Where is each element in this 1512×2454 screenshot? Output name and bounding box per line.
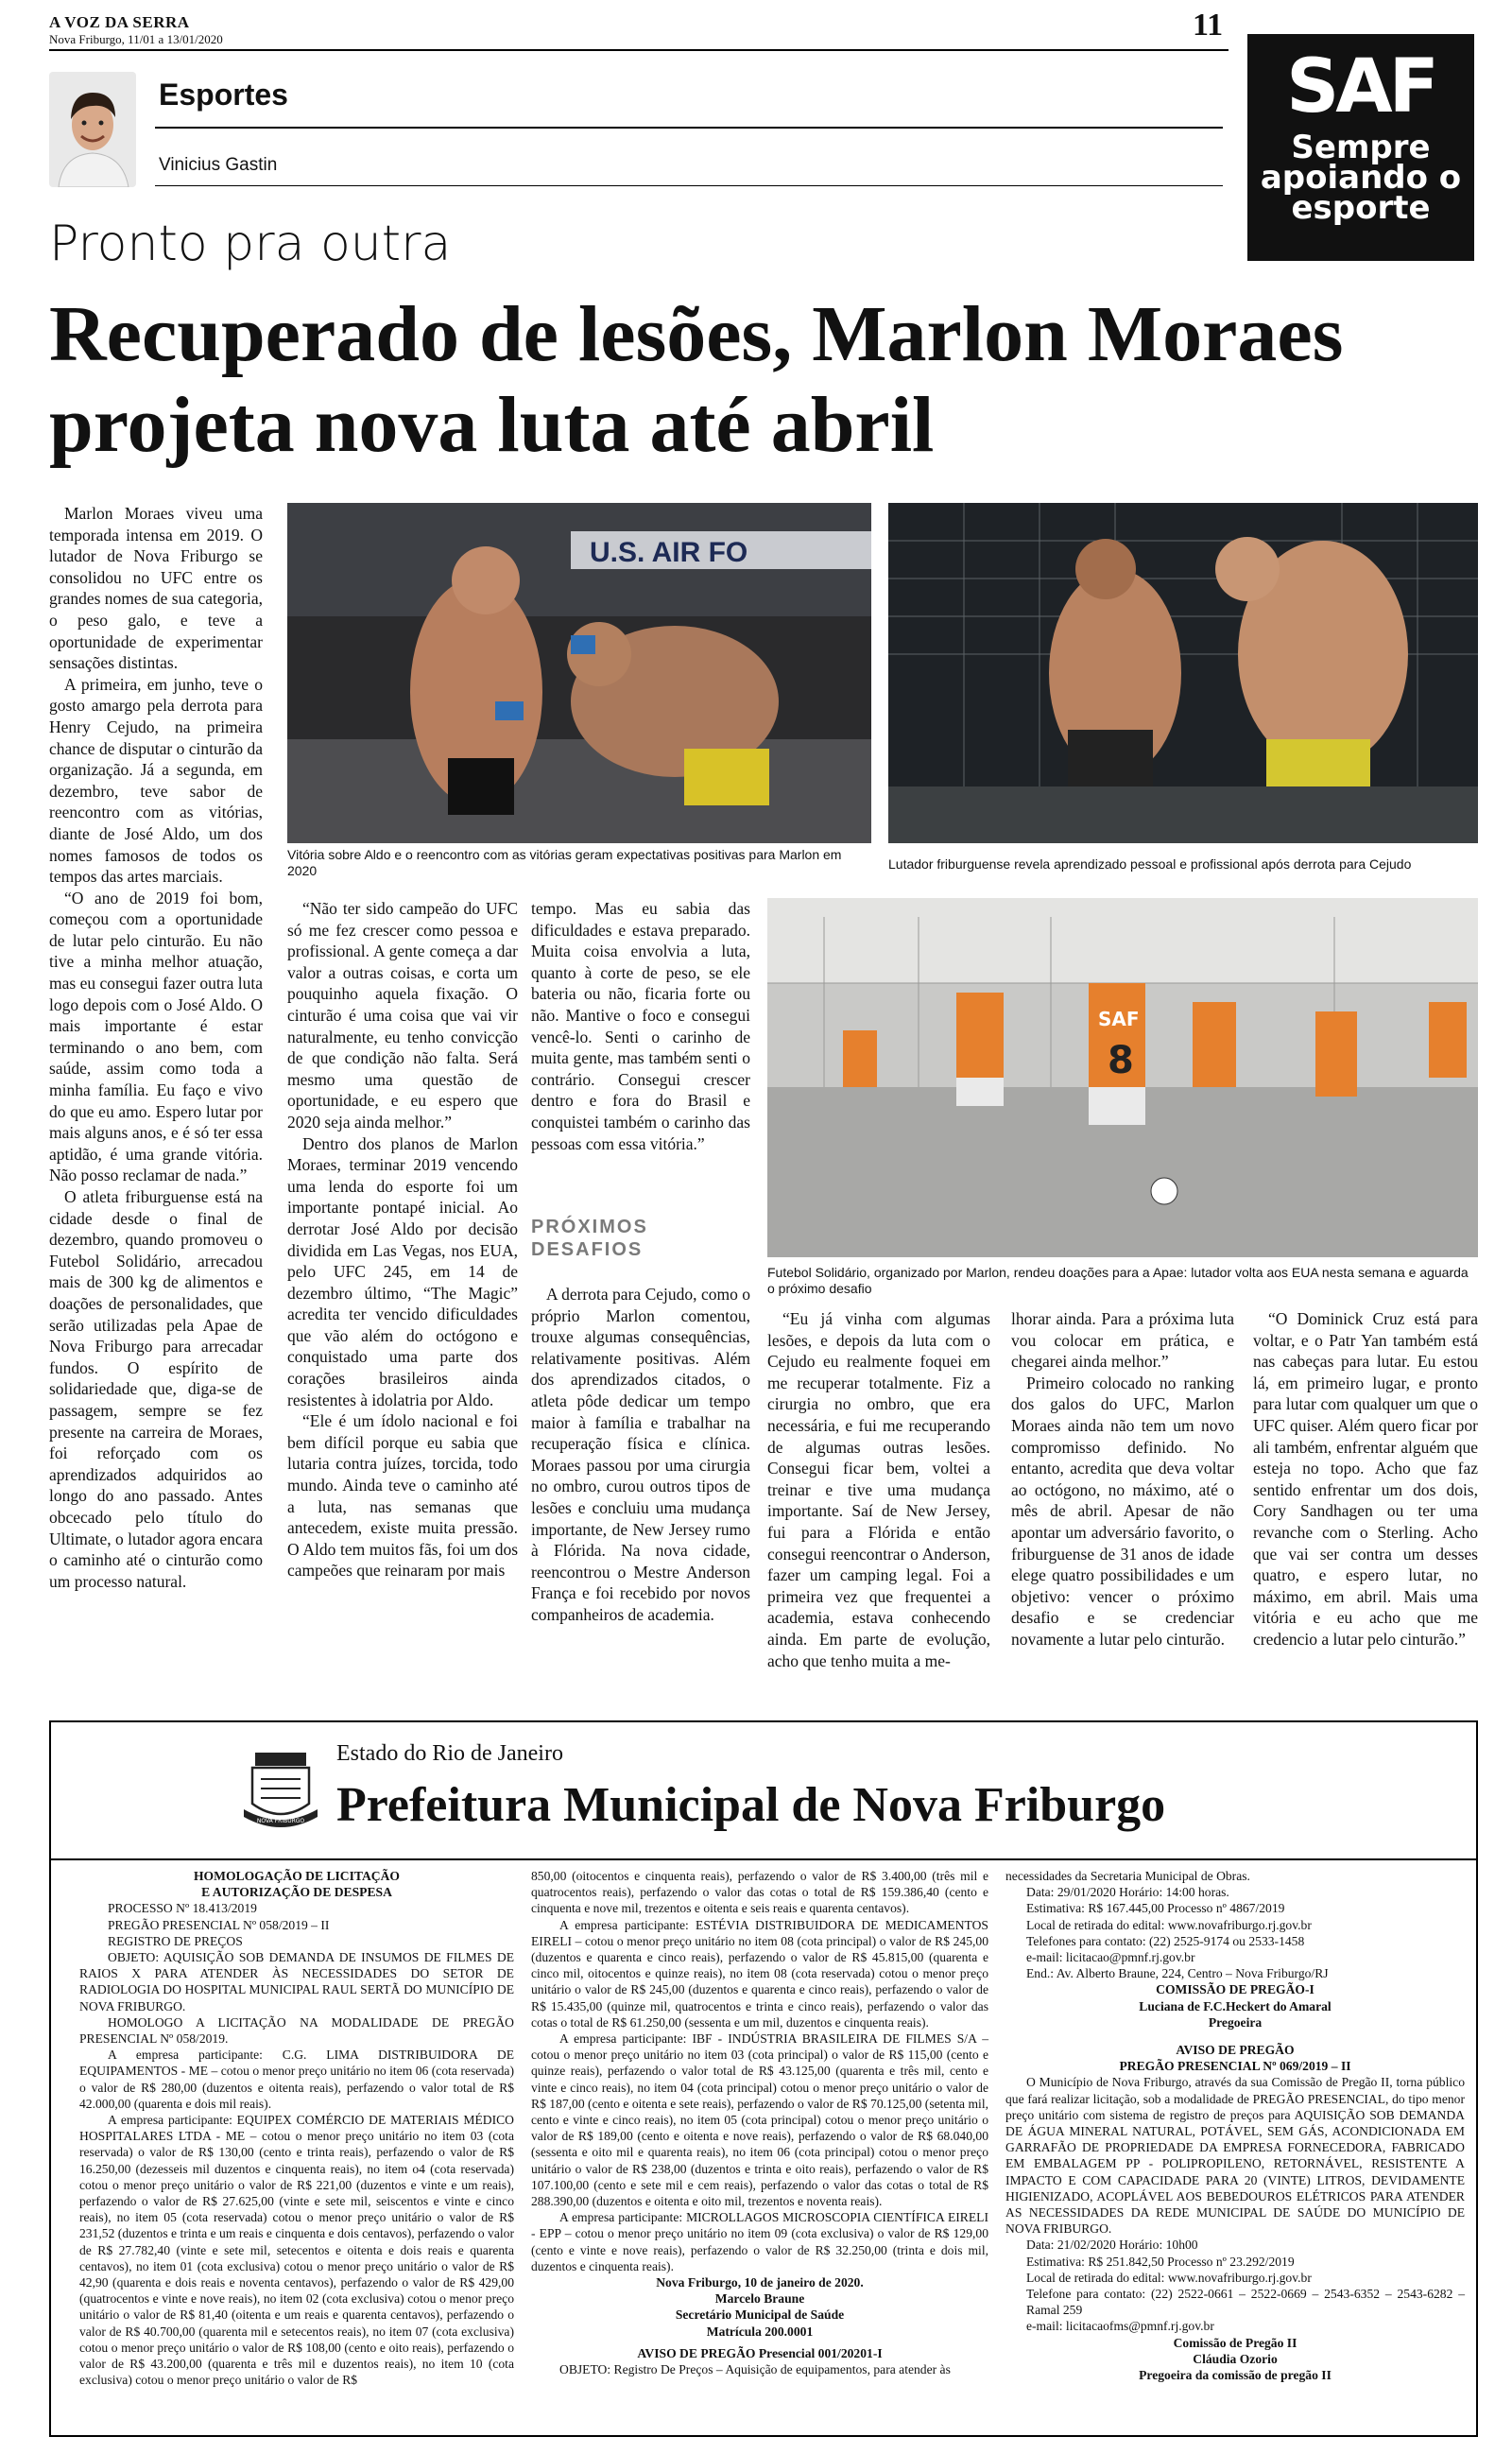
- paragraph: A primeira, em junho, teve o gosto amargo pela derrota para Henry Cejudo, na primeira chance de disputar o cinturão da organização. Já a segunda, em dezembro, teve sabor de reencontro com as vitórias, diante de José Aldo, um dos nomes famosos de todos os tempos das artes marciais.: [49, 674, 263, 887]
- ad-heading: HOMOLOGAÇÃO DE LICITAÇÃO: [193, 1869, 401, 1883]
- ad-column-2: [531, 1868, 988, 2377]
- article-headline: Recuperado de lesões, Marlon Moraes projeta nova luta até abril: [49, 290, 1344, 469]
- ad-heading: E AUTORIZAÇÃO DE DESPESA: [201, 1885, 392, 1900]
- saf-logotype: SAF: [1286, 44, 1435, 130]
- author-rule: [155, 185, 1223, 186]
- photo-charity-soccer: [767, 898, 1478, 1257]
- ad-paragraph: OBJETO: AQUISIÇÃO SOB DEMANDA DE INSUMOS DE FILMES DE RAIOS X PARA ATENDER ÀS NECESSIDADES DO SETOR DE RADIOLOGIA DO HOSPITAL MUNICIPAL RAUL SERTÃ DO MUNICÍPIO DE NOVA FRIBURGO.: [79, 1950, 514, 2013]
- ad-commission: Comissão de Pregão II: [1173, 2335, 1297, 2350]
- sponsor-line-3: esporte: [1291, 189, 1431, 227]
- photo-aldo-fight: [287, 503, 871, 843]
- ad-commission: COMISSÃO DE PREGÃO-I: [1156, 1982, 1314, 1997]
- ad-sign-name: Marcelo Braune: [714, 2291, 805, 2307]
- municipal-crest-icon: [238, 1747, 323, 1841]
- ad-column-3: [1005, 1868, 1465, 2383]
- paragraph: “O ano de 2019 foi bom, começou com a oportunidade de lutar pelo cinturão. Eu não tive a minha melhor atuação, mas eu consegui fazer outra luta logo depois com o José Aldo. O mais importante é estar terminando o ano bem, com saúde, assim como toda a minha família. Eu faço e vivo do que eu amo. Espero lutar por mais alguns anos, e é só ter essa aptidão, é uma grande vitória. Não posso reclamar de nada.”: [49, 888, 263, 1185]
- article-column-6: [1253, 1308, 1478, 1650]
- masthead-rule: [49, 49, 1228, 51]
- photo-banner-text: U.S. AIR FO: [590, 537, 748, 568]
- ad-rule: [49, 1858, 1478, 1860]
- ad-line: REGISTRO DE PREÇOS: [108, 1933, 243, 1948]
- photo-shirt-number: 8: [1108, 1039, 1134, 1082]
- article-column-5: [1011, 1308, 1234, 1650]
- paragraph: tempo. Mas eu sabia das dificuldades e estava preparado. Muita coisa envolvia a luta, quanto à corte de peso, se ele bateria ou não, ficaria forte ou não. Mantive o foco e consegui vencê-lo. Senti o carinho de muita gente, mas também senti o contrário. Consegui crescer dentro e fora do Brasil e conquistei também o carinho das pessoas com essa vitória.”: [531, 899, 750, 1153]
- author-avatar: [49, 72, 136, 187]
- paragraph: “Eu já vinha com algumas lesões, e depois da luta com o Cejudo eu realmente foquei em me recuperar totalmente. Fiz a cirurgia no ombro, que era necessária, e fui me recuperando de algumas outras lesões. Consegui ficar bem, voltei a treinar e tive uma mudança importante. Saí de New Jersey, fui para a Flórida e então consegui reencontrar o Anderson, fazer um camping legal. Foi a primeira vez que frequentei a academia, estava conhecendo ainda. Em parte de evolução, acho que tenho muita a me-: [767, 1309, 990, 1670]
- ad-line: e-mail: licitacao@pmnf.rj.gov.br: [1026, 1950, 1195, 1965]
- ad-aviso-title: AVISO DE PREGÃO: [1176, 2043, 1295, 2058]
- ad-aviso-heading: AVISO DE PREGÃO Presencial 001/20201-I: [637, 2345, 883, 2360]
- article-column-1: [49, 503, 263, 1592]
- ad-paragraph: A empresa participante: C.G. LIMA DISTRIBUIDORA DE EQUIPAMENTOS - ME – cotou o menor preço unitário no item 06 (cota reservada) o valor de R$ 280,00 (duzentos e oitenta reais), perfazendo o valor total de R$ 42.000,00 (quarenta e dois mil reais).: [79, 2048, 514, 2111]
- sponsor-logo-saf: [1247, 34, 1474, 261]
- paragraph: “Não ter sido campeão do UFC só me fez crescer como pessoa e profissional. A gente começa a dar valor a outras coisas, e corta um pouquinho aquela fixação. O cinturão é uma coisa que vai vir naturalmente, eu tenho convicção de que condição não falta. Será mesmo uma questão de oportunidade, e eu espero que 2020 seja ainda melhor.”: [287, 899, 518, 1132]
- ad-commission-name: Luciana de F.C.Heckert do Amaral: [1139, 1998, 1332, 2013]
- subhead-next-challenges: PRÓXIMOS DESAFIOS: [531, 1217, 648, 1260]
- ad-line: Telefones para contato: (22) 2525-9174 ou 2533-1458: [1026, 1933, 1305, 1948]
- photo-shirt-logo: SAF: [1098, 1008, 1140, 1030]
- page-number: 11: [1193, 8, 1224, 43]
- article-column-3: [531, 898, 750, 1154]
- ad-line: Telefone para contato: (22) 2522-0661 – 2522-0669 – 2543-6352 – 2543-6282 – Ramal 259: [1026, 2287, 1465, 2318]
- ad-paragraph: A empresa participante: EQUIPEX COMÉRCIO DE MATERIAIS MÉDICO HOSPITALARES LTDA - ME – cotou o menor preço unitário no item 03 (cota reservada) o valor de R$ 130,00 (cento e trinta reais), perfazendo o valor de R$ 16.250,00 (dezesseis mil duzentos e cinquenta reais), no item o4 (cota reservada) cotou o menor preço unitário o valor de R$ 221,00 (duzentos e vinte e um reais), perfazendo o valor de R$ 27.625,00 (vinte e sete mil, seiscentos e vinte e cinco reais), no item 05 (cota reservada) cotou o menor preço unitário o valor de R$ 231,52 (duzentos e trinta e um reais e cinquenta e dois centavos), perfazendo o valor de R$ 27.782,40 (vinte e sete mil, setecentos e oitenta e dois reais e quarenta centavos), no item 01 (cota exclusiva) cotou o menor preço unitário o valor de R$ 42,90 (quarenta e dois reais e noventa centavos), perfazendo o valor de R$ 429,00 (quatrocentos e vinte e nove reais), no item 02 (cota exclusiva) cotou o menor preço unitário o valor de R$ 81,40 (oitenta e um reais e quarenta centavos), perfazendo o valor de R$ 40.700,00 (quarenta mil e setecentos reais), no item 07 (cota exclusiva) cotou o menor preço unitário o valor de R$ 108,00 (cento e oito reais), perfazendo o valor de R$ 43.200,00 (quarenta e três mil e duzentos reais), no item 10 (cota exclusiva) cotou o menor preço unitário o valor de R$: [79, 2113, 514, 2388]
- crest-label: NOVA FRIBURGO: [256, 1818, 305, 1824]
- ad-column-1: [79, 1868, 514, 2389]
- ad-commission-role: Pregoeira: [1208, 2014, 1263, 2030]
- photo-caption-2: Lutador friburguense revela aprendizado pessoal e profissional após derrota para Cejudo: [888, 856, 1412, 872]
- paragraph: O atleta friburguense está na cidade desde o final de dezembro, quando promoveu o Futebol Solidário, arrecadou mais de 300 kg de alimentos e doações de personalidades, que serão utilizadas pela Apae de Nova Friburgo para arrecadar fundos. O espírito de solidariedade que, diga-se de passagem, sempre se fez presente na carreira de Moraes, foi reforçado com os aprendizados adquiridos ao longo do ano passado. Antes obcecado pelo título do Ultimate, o lutador agora encara o caminho até o cinturão como um processo natural.: [49, 1187, 263, 1591]
- ad-paragraph: necessidades da Secretaria Municipal de Obras.: [1005, 1869, 1250, 1883]
- ad-line: Estimativa: R$ 167.445,00 Processo nº 4867/2019: [1026, 1901, 1285, 1916]
- ad-line: End.: Av. Alberto Braune, 224, Centro – Nova Friburgo/RJ: [1026, 1966, 1329, 1981]
- article-column-2: [287, 898, 518, 1581]
- paragraph: A derrota para Cejudo, como o próprio Marlon comentou, trouxe algumas consequências, relativamente positivas. Além dos aprendizados citados, o atleta pôde dedicar um tempo maior à família e trabalhar na recuperação física e clínica. Moraes passou por uma cirurgia no ombro, curou outros tipos de lesões e concluiu uma mudança importante, de New Jersey rumo à Flórida. Na nova cidade, reencontrou o Mestre Anderson França e foi recebido por novos companheiros de academia.: [531, 1285, 750, 1624]
- ad-paragraph: HOMOLOGO A LICITAÇÃO NA MODALIDADE DE PREGÃO PRESENCIAL Nº 058/2019.: [79, 2014, 514, 2047]
- article-column-3b: [531, 1284, 750, 1626]
- section-title: Esportes: [159, 78, 288, 112]
- paragraph: Dentro dos planos de Marlon Moraes, terminar 2019 vencendo uma lenda do esporte foi um importante pontapé inicial. Ao derrotar José Aldo por decisão dividida em Las Vegas, nos EUA, pelo UFC 245, em 14 de dezembro último, “The Magic” acredita ter vencido dificuldades que vão além do octógono e conquistado uma parte dos corações brasileiros ainda resistentes à idolatria por Aldo.: [287, 1133, 518, 1409]
- ad-paragraph: A empresa participante: IBF - INDÚSTRIA BRASILEIRA DE FILMES S/A – cotou o menor preço unitário no item 03 (cota principal) o valor de R$ 115,00 (cento e quinze reais), perfazendo o valor total de R$ 43.125,00 (quarenta e três mil, cento e vinte e cinco reais), no item 04 (cota principal) cotou o menor preço unitário o valor de R$ 187,00 (cento e oitenta e sete reais), perfazendo o valor de R$ 70.125,00 (setenta mil, cento e vinte e cinco reais), no item 05 (cota principal) cotou o menor preço unitário o valor de R$ 189,00 (cento e oitenta e nove reais), perfazendo o valor de R$ 68.040,00 (sessenta e oito mil e quarenta reais), no item 06 (cota principal) cotou o menor preço unitário o valor de R$ 238,00 (duzentos e trinta e oito reais), perfazendo o valor de R$ 107.100,00 (cento e sete mil e cem reais), perfazendo o valor das cotas o total de R$ 288.390,00 (duzentos e oitenta e oito mil, trezentos e noventa reais).: [531, 2031, 988, 2209]
- photo-cejudo-fight: [888, 503, 1478, 843]
- paragraph: Primeiro colocado no ranking dos galos do UFC, Marlon Moraes ainda não tem um novo compromisso definido. No entanto, acredita que deva voltar ao octógono, no máximo, até o mês de abril. Apesar de não apontar um adversário favorito, o friburguense de 31 anos de idade elege quatro possibilidades e um objetivo: vencer o próximo desafio e se credenciar novamente a lutar pelo cinturão.: [1011, 1373, 1234, 1649]
- paragraph: lhorar ainda. Para a próxima luta vou colocar em prática, e chegarei ainda melhor.”: [1011, 1309, 1234, 1372]
- ad-line: Data: 21/02/2020 Horário: 10h00: [1026, 2238, 1198, 2253]
- ad-paragraph: OBJETO: Registro De Preços – Aquisição de equipamentos, para atender às: [559, 2362, 951, 2377]
- ad-line: Local de retirada do edital: www.novafriburgo.rj.gov.br: [1026, 2270, 1312, 2285]
- article-kicker: Pronto pra outra: [49, 216, 452, 272]
- ad-line: PREGÃO PRESENCIAL Nº 058/2019 – II: [108, 1917, 330, 1932]
- sponsor-line-2: apoiando o: [1260, 159, 1462, 197]
- issue-date: Nova Friburgo, 11/01 a 13/01/2020: [49, 32, 223, 46]
- ad-state-name: Estado do Rio de Janeiro: [336, 1741, 563, 1766]
- newspaper-name: A VOZ DA SERRA: [49, 13, 190, 31]
- ad-line: Estimativa: R$ 251.842,50 Processo nº 23.292/2019: [1026, 2254, 1295, 2269]
- ad-prefeitura-title: Prefeitura Municipal de Nova Friburgo: [336, 1778, 1166, 1832]
- ad-paragraph: O Município de Nova Friburgo, através da sua Comissão de Pregão II, torna público que fará realizar licitação, sob a modalidade de PREGÃO PRESENCIAL, do tipo menor preço unitário com sistema de registro de preços para AQUISIÇÃO SOB DEMANDA DE ÁGUA MINERAL NATURAL, POTÁVEL, SEM GÁS, ACONDICIONADA EM GARRAFÃO DE PROPRIEDADE DA EMPRESA FORNECEDORA, FABRICADO EM EMBALAGEM PP - POLIPROPILENO, RETORNÁVEL, RESISTENTE A IMPACTO E COM CAPACIDADE PARA 20 (VINTE) LITROS, DEVIDAMENTE HIGIENIZADO, ACOPLÁVEL AOS BEBEDOUROS ELÉTRICOS PARA ATENDER AS NECESSIDADES DA REDE MUNICIPAL DE SAÚDE DO MUNICÍPIO DE NOVA FRIBURGO.: [1005, 2075, 1465, 2237]
- ad-paragraph: 850,00 (oitocentos e cinquenta reais), perfazendo o valor de R$ 3.400,00 (três mil e quatrocentos reais), perfazendo o valor das cotas o total de R$ 159.386,40 (cento e cinquenta e nove mil, trezentos e oitenta e seis reais e quarenta centavos).: [531, 1869, 988, 1916]
- ad-sign-matricula: Matrícula 200.0001: [706, 2324, 814, 2339]
- sponsor-line-1: Sempre: [1291, 129, 1431, 166]
- ad-line: PROCESSO Nº 18.413/2019: [108, 1901, 257, 1916]
- ad-commission-name: Cláudia Ozorio: [1193, 2351, 1278, 2366]
- section-rule: [155, 127, 1223, 129]
- ad-sign-date: Nova Friburgo, 10 de janeiro de 2020.: [656, 2275, 864, 2290]
- ad-aviso-number: PREGÃO PRESENCIAL Nº 069/2019 – II: [1119, 2059, 1351, 2074]
- ad-line: e-mail: licitacaofms@pmnf.rj.gov.br: [1026, 2319, 1214, 2334]
- paragraph: “Ele é um ídolo nacional e foi bem difícil porque eu sabia que lutaria contra juízes, torcida, todo mundo. Ainda teve o caminho até a luta, nas semanas que antecedem, existe muita pressão. O Aldo tem muitos fãs, foi um dos campeões que reinaram por mais: [287, 1411, 518, 1581]
- article-column-4: [767, 1308, 990, 1671]
- paragraph: Marlon Moraes viveu uma temporada intensa em 2019. O lutador de Nova Friburgo se consolidou no UFC entre os grandes nomes de sua categoria, o peso galo, e teve a oportunidade de experimentar sensações distintas.: [49, 504, 263, 673]
- photo-caption-1: Vitória sobre Aldo e o reencontro com as vitórias geram expectativas positivas para Marlon em 2020: [287, 847, 842, 878]
- ad-paragraph: A empresa participante: ESTÉVIA DISTRIBUIDORA DE MEDICAMENTOS EIRELI – cotou o menor preço unitário no item 08 (cota principal) o valor de R$ 245,00 (duzentos e quarenta e cinco reais), perfazendo o valor de R$ 45.815,00 (quarenta e cinco mil, oitocentos e quinze reais), no item 08 (cota reservada) cotou o menor preço unitário o valor de R$ 245,00 (duzentos e quarenta e cinco reais), perfazendo o valor de R$ 15.435,00 (quinze mil, quatrocentos e trinta e cinco reais), perfazendo o valor das cotas o total de R$ 61.250,00 (sessenta e um mil, duzentos e cinquenta reais).: [531, 1917, 988, 2030]
- ad-paragraph: A empresa participante: MICROLLAGOS MICROSCOPIA CIENTÍFICA EIRELI - EPP – cotou o menor preço unitário no item 09 (cota exclusiva) o valor de R$ 129,00 (cento e vinte e nove reais), perfazendo o valor de R$ 32.250,00 (trinta e dois mil, duzentos e cinquenta reais).: [531, 2210, 988, 2273]
- photo-caption-3: Futebol Solidário, organizado por Marlon, rendeu doações para a Apae: lutador volta aos EUA nesta semana e aguarda o próximo desafio: [767, 1265, 1469, 1296]
- ad-sign-role: Secretário Municipal de Saúde: [675, 2307, 845, 2323]
- ad-line: Data: 29/01/2020 Horário: 14:00 horas.: [1026, 1885, 1229, 1900]
- ad-commission-role: Pregoeira da comissão de pregão II: [1139, 2368, 1332, 2383]
- ad-line: Local de retirada do edital: www.novafriburgo.rj.gov.br: [1026, 1917, 1312, 1932]
- paragraph: “O Dominick Cruz está para voltar, e o Patr Yan também está nas cabeças para lutar. Eu estou lá, em primeiro lugar, e pronto para lutar com qualquer um que o UFC quiser. Além quero ficar por ali também, enfrentar alguém que esteja no topo. Acho que faz sentido enfrentar um dos dois, Cory Sandhagen ou ter uma revanche com o Sterling. Acho que vai ser contra um desses quatro, e espero lutar, no máximo, em abril. Mais uma vitória e eu acho que me credencio a lutar pelo cinturão.”: [1253, 1309, 1478, 1649]
- column-author: Vinicius Gastin: [159, 155, 278, 175]
